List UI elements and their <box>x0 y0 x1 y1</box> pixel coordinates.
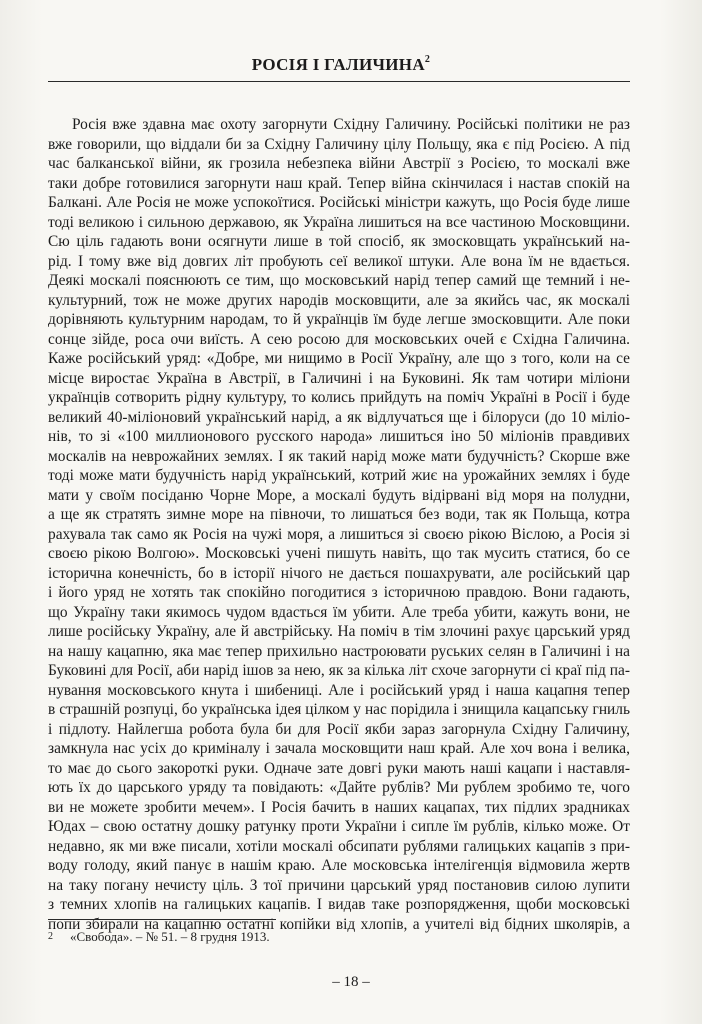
body-line: нів, то зі «100 миллионового русского народа» лишиться іно 50 міліонів правдивих <box>48 428 630 445</box>
article-title <box>48 54 634 76</box>
body-line: своєю рікою Волгою». Московські учені пишуть навіть, що так мусить статися, бо се <box>48 545 630 562</box>
body-line: історична конечність, бо в історії нічого не дається пошахрувати, але російський цар <box>48 564 630 582</box>
footnote-text: «Свобода». – № 51. – 8 грудня 1913. <box>70 929 270 944</box>
title-underline <box>48 81 630 82</box>
body-line: з темних хлопів на галицьких кацапів. І видав таке розпорядження, щоби московські <box>48 896 630 913</box>
body-line: попи збирали на кацапню остатні копійки від хлопів, а учителі від бідних школярів, а <box>48 915 630 933</box>
body-line: Балкані. Але Росія не може успокоїтися. Російські міністри кажуть, що Росія буде лише <box>48 194 630 211</box>
body-line: рід. І тому вже від довгих літ пробують сеї великої штуки. Але вона їм не вдається. <box>48 252 630 270</box>
body-line: на таку погану нечисту ціль. З тої причини царський уряд постановив силою лупити <box>48 876 630 894</box>
footnote <box>48 929 270 945</box>
body-line: недавно, як ми вже писали, хотіли москалі обсипати рублями галицьких кацапів з при- <box>48 837 630 855</box>
body-line: Буковині для Росії, аби нарід ішов за нею, як за кілька літ схоче загорнути сі краї під па- <box>48 662 630 679</box>
body-line: рахувала так само як Росія на чужі моря, а лишиться зі своєю рікою Віслою, а Росія зі <box>48 525 630 543</box>
body-line: замкнула нас усіх до криміналу і зачала московщити наш край. Але хоч вона і велика, <box>48 740 630 757</box>
body-line: Сю ціль гадають вони осягнути лише в той спосіб, як змосковщать український на- <box>48 233 630 250</box>
body-line: воду голоду, який панує в нашім краю. Але московська інтелігенція відмовила жертв <box>48 857 630 874</box>
footnote-number: 2 <box>48 931 53 942</box>
body-line: а ще як стратять зимне море на півночи, то лишаться без води, так як Польща, котра <box>48 506 630 523</box>
body-line: таки добре готовилися загорнути наш край. Тепер війна скінчилася і настав спокій на <box>48 174 630 192</box>
body-line: тоді великою і сильною державою, як Україна лишиться на все частиною Московщини. <box>48 213 630 231</box>
body-line: в страшній розпуці, бо українська ідея цілком у нас порідила і знищила кацапську гниль <box>48 701 630 718</box>
body-line: українців сотворить рідну культуру, то колись прийдуть на поміч Україні в Росії і буде <box>48 389 630 406</box>
body-line: на нашу кацапню, яка має тепер прихильно настроювати руських селян в Галичині і на <box>48 642 630 660</box>
body-line: культурний, тож не може других народів московщити, але за якийсь час, як москалі <box>48 291 630 309</box>
body-line: москалів на неврожайних землях. І як такий нарід може мати будучність? Скорше вже <box>48 447 630 465</box>
body-line: і підлоту. Найлегша робота була би для Росії якби зараз загорнула Східну Галичину, <box>48 720 630 738</box>
body-line: Росія вже здавна має охоту загорнути Східну Галичину. Російські політики не раз <box>72 116 630 133</box>
body-line: то має до сього закороткі руки. Одначе зате довгі руки мають наші кацапи і наставля- <box>48 759 630 777</box>
article-body <box>48 115 630 934</box>
footnote-separator <box>48 919 276 920</box>
body-line: Деякі москалі пояснюють се тим, що московський нарід тепер самий ще темний і не- <box>48 272 630 289</box>
body-line: великий 40-міліоновий український нарід, а як відлучаться ще і білоруси (до 10 міліо- <box>48 408 630 426</box>
body-line: лише російську Україну, але й австрійську. На поміч в тім злочині рахує царський уряд <box>48 623 630 640</box>
body-line: час балканської війни, як грозила небезпека війни Австрії з Росією, то москалі вже <box>48 155 630 172</box>
body-line: ють їх до царського уряду та повідають: «Дайте рублів? Ми рублем зробимо те, чого <box>48 779 630 796</box>
body-line: нування московського кнута і шибениці. Але і російський уряд і наша кацапня тепер <box>48 681 630 699</box>
body-line: мати у своїм посіданю Чорне Море, а москалі будуть відірвані від моря на полудни, <box>48 486 630 504</box>
body-line: що Україну таки якимось чудом вдасться їм убити. Але треба убити, кажуть вони, не <box>48 603 630 621</box>
body-line: вже говорили, що віддали би за Східну Галичину цілу Польщу, яка є під Росією. А під <box>48 135 630 153</box>
body-line: ви не можете зробити мечем». І Росія бачить в наших кацапах, тих підлих зрадниках <box>48 798 630 816</box>
title-text: РОСІЯ І ГАЛИЧИНА <box>251 55 425 74</box>
body-line: дорівняють культурним народам, то й українців їм буде легше змосковщити. Але поки <box>48 311 630 328</box>
body-line: місце виростає Україна в Австрії, в Галичині і на Буковині. Як там чотири міліони <box>48 369 630 387</box>
title-footnote-mark: 2 <box>424 54 431 65</box>
body-line: Юдах – свою остатну дошку ратунку проти України і сипле їм рублів, кілько може. От <box>48 818 630 835</box>
body-line: тоді може мати будучність нарід український, котрий жиє на урожайних землях і буде <box>48 467 630 484</box>
body-line: сонце зійде, роса очи виїсть. А сею росою для московських очей є Східна Галичина. <box>48 330 630 348</box>
body-line: і його уряд не хотять так спокійно погодитися з історичною правдою. Вони гадають, <box>48 584 630 601</box>
body-line: Каже російський уряд: «Добре, ми нищимо в Росії Україну, але що з того, коли на се <box>48 350 630 367</box>
page-number: – 18 – <box>332 974 370 990</box>
